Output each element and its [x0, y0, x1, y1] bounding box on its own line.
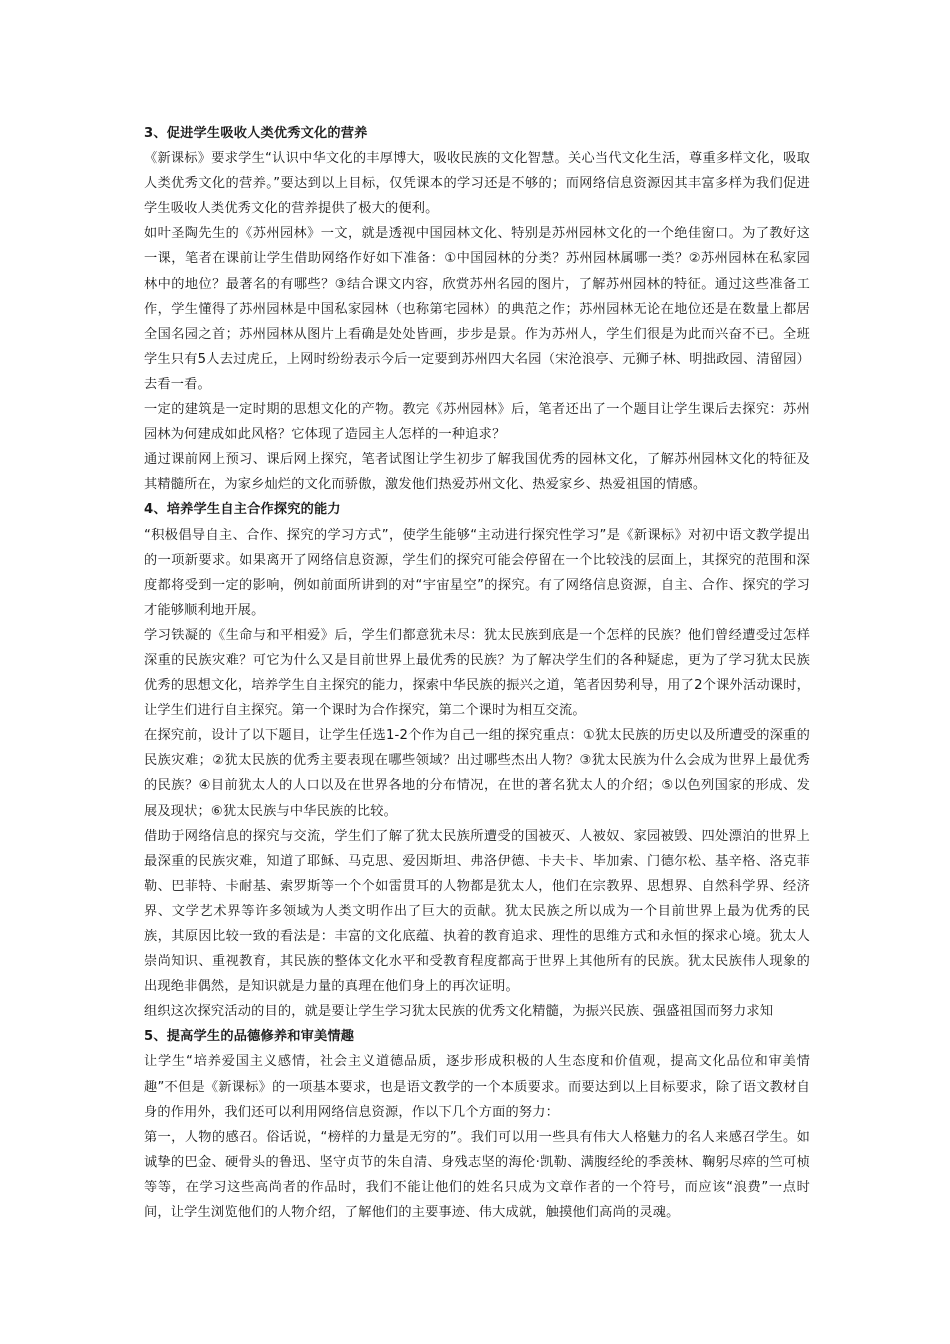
paragraph: 第一，人物的感召。俗话说，“榜样的力量是无穷的”。我们可以用一些具有伟大人格魅力的名人来感召学生。如诚挚的巴金、硬骨头的鲁迅、坚守贞节的朱自清、身残志坚的海伦·凯勒、满腹经纶的季羡林、鞠躬尽瘁的竺可桢等等，在学习这些高尚者的作品时，我们不能让他们的姓名只成为文章作者的一个符号，而应该“浪费”一点时间，让学生浏览他们的人物介绍，了解他们的主要事迹、伟大成就，触摸他们高尚的灵魂。: [144, 1129, 810, 1221]
paragraph: 如叶圣陶先生的《苏州园林》一文，就是透视中国园林文化、特别是苏州园林文化的一个绝佳窗口。为了教好这一课，笔者在课前让学生借助网络作好如下准备：①中国园林的分类？苏州园林属哪一类？②苏州园林在私家园林中的地位？最著名的有哪些？③结合课文内容，欣赏苏州名园的图片，了解苏州园林的特征。通过这些准备工作，学生懂得了苏州园林是中国私家园林（也称第宅园林）的典范之作；苏州园林无论在地位还是在数量上都居全国名园之首；苏州园林从图片上看确是处处皆画，步步是景。作为苏州人，学生们很是为此而兴奋不已。全班学生只有5人去过虎丘，上网时纷纷表示今后一定要到苏州四大名园（宋沧浪亭、元狮子林、明拙政园、清留园）去看一看。: [144, 226, 810, 392]
paragraph: 通过课前网上预习、课后网上探究，笔者试图让学生初步了解我国优秀的园林文化，了解苏州园林文化的特征及其精髓所在，为家乡灿烂的文化而骄傲，激发他们热爱苏州文化、热爱家乡、热爱祖国的情感。: [144, 452, 810, 493]
paragraph: “积极倡导自主、合作、探究的学习方式”，使学生能够“主动进行探究性学习”是《新课标》对初中语文教学提出的一项新要求。如果离开了网络信息资源，学生们的探究可能会停留在一个比较浅的层面上，其探究的范围和深度都将受到一定的影响，例如前面所讲到的对“宇宙星空”的探究。有了网络信息资源，自主、合作、探究的学习才能够顺利地开展。: [144, 527, 810, 618]
paragraph: 在探究前，设计了以下题目，让学生任选1-2个作为自己一组的探究重点：①犹太民族的历史以及所遭受的深重的民族灾难；②犹太民族的优秀主要表现在哪些领域？出过哪些杰出人物？③犹太民族为什么会成为世界上最优秀的民族？④目前犹太人的人口以及在世界各地的分布情况，在世的著名犹太人的介绍；⑤以色列国家的形成、发展及现状；⑥犹太民族与中华民族的比较。: [144, 728, 810, 819]
paragraph: 一定的建筑是一定时期的思想文化的产物。教完《苏州园林》后，笔者还出了一个题目让学生课后去探究：苏州园林为何建成如此风格？它体现了造园主人怎样的一种追求？: [144, 402, 810, 443]
section-heading-4: 4、培养学生自主合作探究的能力: [144, 502, 341, 518]
paragraph: 《新课标》要求学生“认识中华文化的丰厚博大，吸收民族的文化智慧。关心当代文化生活，尊重多样文化，吸取人类优秀文化的营养。”要达到以上目标，仅凭课本的学习还是不够的；而网络信息资源因其丰富多样为我们促进学生吸收人类优秀文化的营养提供了极大的便利。: [144, 151, 810, 217]
document-body: [144, 121, 810, 1225]
paragraph: 借助于网络信息的探究与交流，学生们了解了犹太民族所遭受的国被灭、人被奴、家园被毁、四处漂泊的世界上最深重的民族灾难，知道了耶稣、马克思、爱因斯坦、弗洛伊德、卡夫卡、毕加索、门德尔松、基辛格、洛克菲勒、巴菲特、卡耐基、索罗斯等一个个如雷贯耳的人物都是犹太人，他们在宗教界、思想界、自然科学界、经济界、文学艺术界等许多领域为人类文明作出了巨大的贡献。犹太民族之所以成为一个目前世界上最为优秀的民族，其原因比较一致的看法是：丰富的文化底蕴、执着的教育追求、理性的思维方式和永恒的探求心境。犹太人崇尚知识、重视教育，其民族的整体文化水平和受教育程度都高于世界上其他所有的民族。犹太民族伟人现象的出现绝非偶然，是知识就是力量的真理在他们身上的再次证明。: [144, 828, 810, 995]
paragraph: 让学生“培养爱国主义感情，社会主义道德品质，逐步形成积极的人生态度和价值观，提高文化品位和审美情趣”不但是《新课标》的一项基本要求，也是语文教学的一个本质要求。而要达到以上目标要求，除了语文教材自身的作用外，我们还可以利用网络信息资源，作以下几个方面的努力：: [144, 1054, 810, 1120]
section-heading-3: 3、促进学生吸收人类优秀文化的营养: [144, 126, 368, 141]
paragraph: 组织这次探究活动的目的，就是要让学生学习犹太民族的优秀文化精髓，为振兴民族、强盛祖国而努力求知: [144, 1004, 774, 1020]
section-heading-5: 5、提高学生的品德修养和审美情趣: [144, 1029, 355, 1045]
paragraph: 学习铁凝的《生命与和平相爱》后，学生们都意犹未尽：犹太民族到底是一个怎样的民族？他们曾经遭受过怎样深重的民族灾难？可它为什么又是目前世界上最优秀的民族？为了解决学生们的各种疑虑，更为了学习犹太民族优秀的思想文化，培养学生自主探究的能力，探索中华民族的振兴之道，笔者因势利导，用了2个课外活动课时，让学生们进行自主探究。第一个课时为合作探究，第二个课时为相互交流。: [144, 627, 810, 719]
